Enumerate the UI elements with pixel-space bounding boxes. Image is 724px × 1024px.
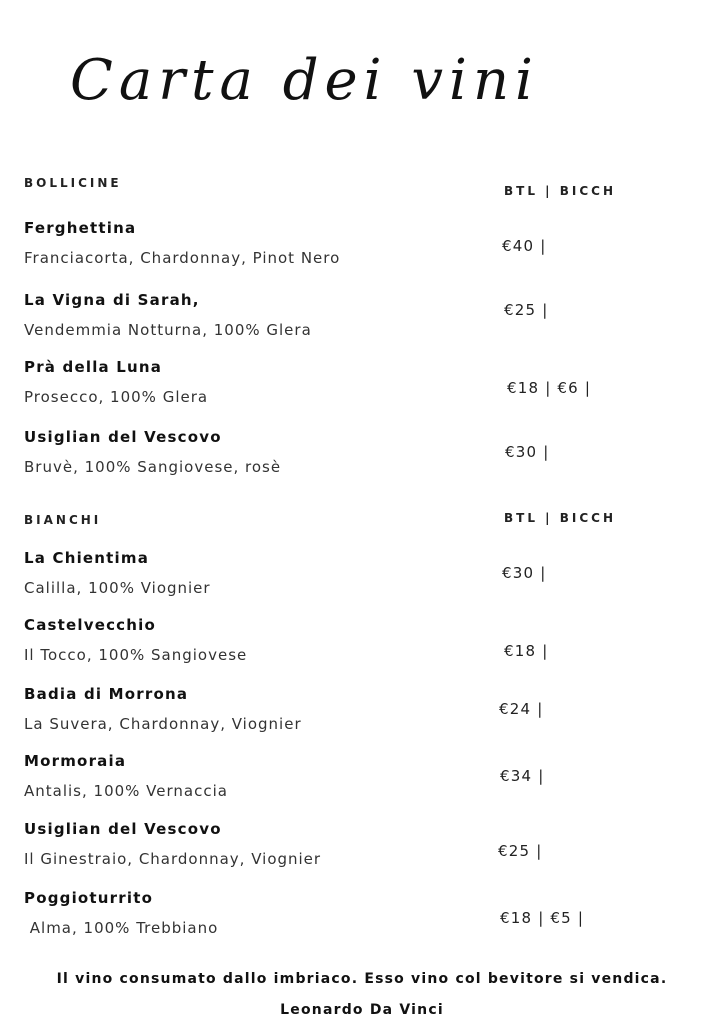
wine-price: €30 | xyxy=(505,443,550,461)
wine-name: Castelvecchio xyxy=(24,616,157,634)
wine-description: Il Tocco, 100% Sangiovese xyxy=(24,646,248,664)
wine-description: La Suvera, Chardonnay, Viognier xyxy=(24,715,302,733)
footer-author: Leonardo Da Vinci xyxy=(280,1002,444,1018)
wine-description: Calilla, 100% Viognier xyxy=(24,579,211,597)
wine-price: €18 | €6 | xyxy=(507,379,592,397)
wine-item xyxy=(24,219,340,267)
wine-price: €25 | xyxy=(498,842,543,860)
wine-description: Antalis, 100% Vernaccia xyxy=(24,782,228,800)
wine-price: €40 | xyxy=(502,237,547,255)
wine-name: Usiglian del Vescovo xyxy=(24,820,222,838)
wine-price: €34 | xyxy=(500,767,545,785)
section-label-bollicine: BOLLICINE xyxy=(24,176,122,190)
wine-name: Poggioturrito xyxy=(24,889,154,907)
wine-description: Bruvè, 100% Sangiovese, rosè xyxy=(24,458,282,476)
wine-item xyxy=(24,889,218,937)
wine-price: €25 | xyxy=(504,301,549,319)
wine-item xyxy=(24,428,281,476)
wine-item xyxy=(24,685,302,733)
column-header-bianchi: BTL | BICCH xyxy=(504,511,616,525)
wine-item xyxy=(24,616,247,664)
menu-title: Carta dei vini xyxy=(70,48,539,113)
wine-item xyxy=(24,820,321,868)
footer-quote: Il vino consumato dallo imbriaco. Esso vino col bevitore si vendica. xyxy=(56,971,668,987)
wine-item xyxy=(24,358,208,406)
wine-description: Franciacorta, Chardonnay, Pinot Nero xyxy=(24,249,341,267)
wine-item xyxy=(24,752,228,800)
wine-name: Mormoraia xyxy=(24,752,127,770)
wine-description: Il Ginestraio, Chardonnay, Viognier xyxy=(24,850,322,868)
wine-price: €18 | xyxy=(504,642,549,660)
wine-name: Badia di Morrona xyxy=(24,685,189,703)
wine-price: €18 | €5 | xyxy=(500,909,585,927)
wine-name: Usiglian del Vescovo xyxy=(24,428,222,446)
wine-name: La Chientima xyxy=(24,549,150,567)
wine-description: Alma, 100% Trebbiano xyxy=(24,919,219,937)
wine-item xyxy=(24,549,211,597)
wine-price: €24 | xyxy=(499,700,544,718)
wine-name: Ferghettina xyxy=(24,219,137,237)
wine-description: Prosecco, 100% Glera xyxy=(24,388,209,406)
wine-description: Vendemmia Notturna, 100% Glera xyxy=(24,321,312,339)
column-header-bollicine: BTL | BICCH xyxy=(504,184,616,198)
wine-item xyxy=(24,291,312,339)
wine-price: €30 | xyxy=(502,564,547,582)
section-label-bianchi: BIANCHI xyxy=(24,513,102,527)
wine-name: La Vigna di Sarah, xyxy=(24,291,200,309)
wine-name: Prà della Luna xyxy=(24,358,163,376)
